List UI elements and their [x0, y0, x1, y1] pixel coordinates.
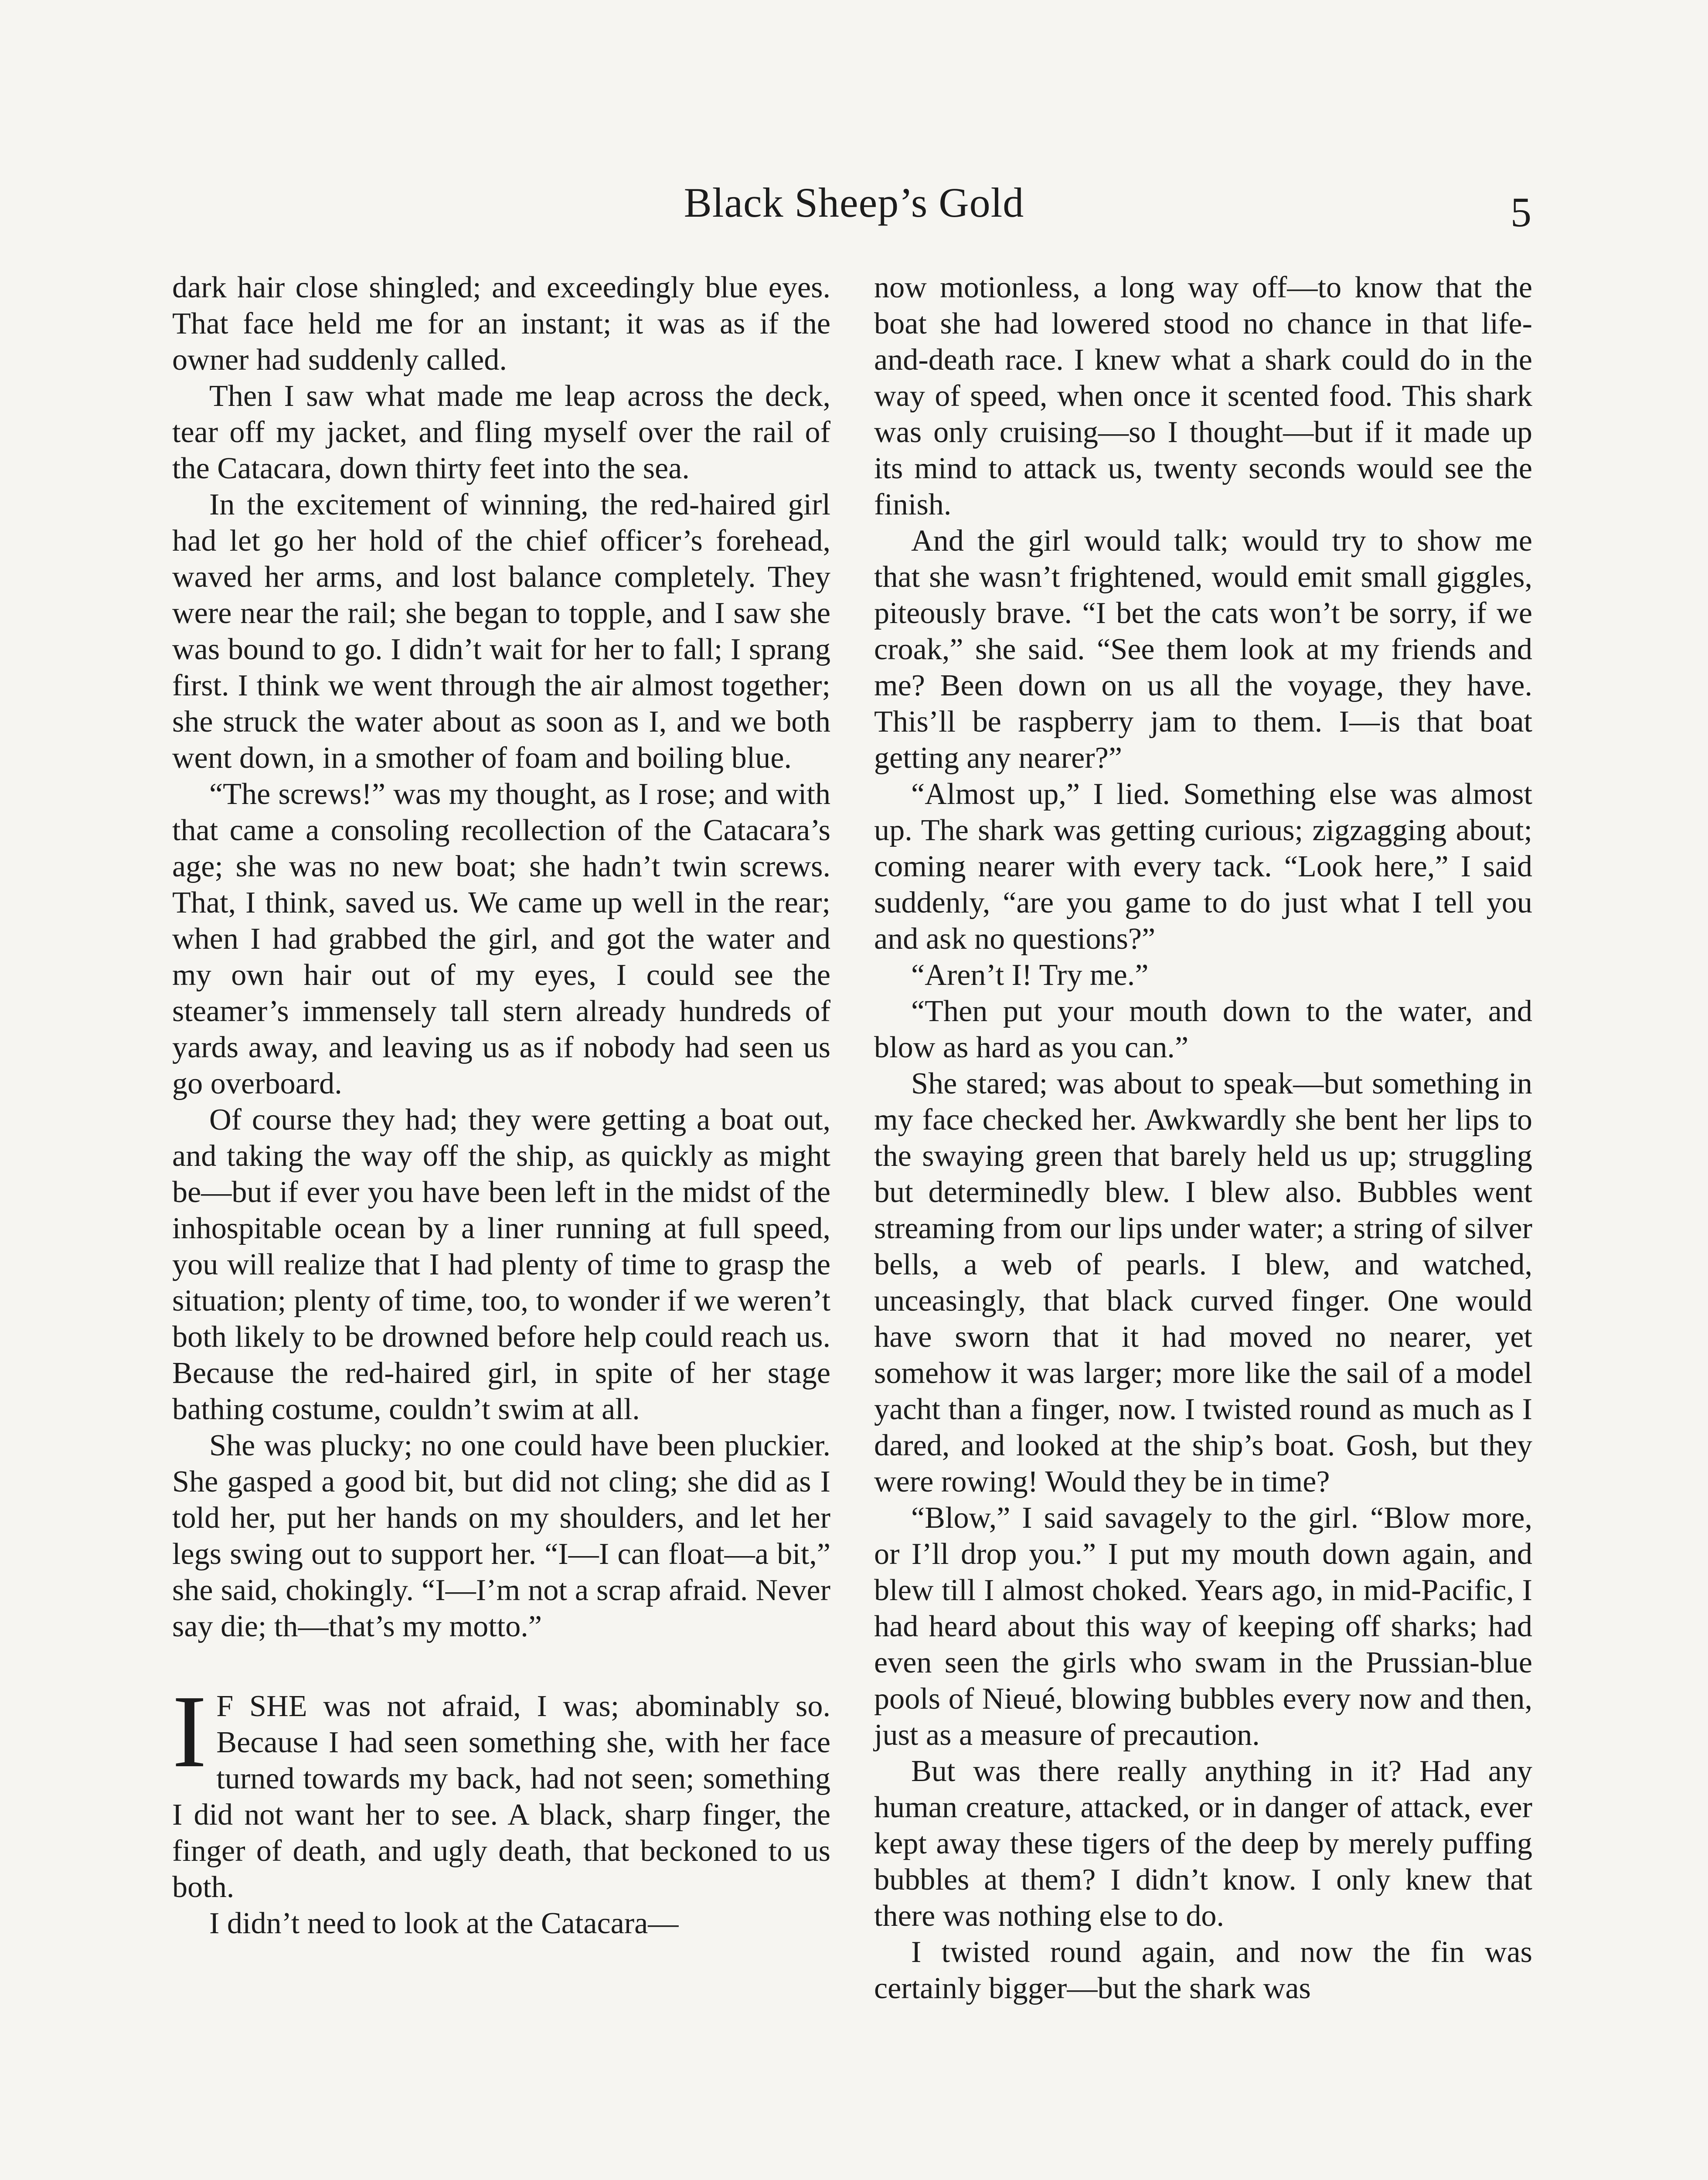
paragraph: “Blow,” I said savagely to the girl. “Blow more, or I’ll drop you.” I put my mouth down again, and blew till I almost choked. Years ago, in mid-Pacific, I had heard about this way of keeping off sharks; had even seen the girls who swam in the Prussian-blue pools of Nieué, blowing bubbles every now and then, just as a measure of precaution.: [874, 1501, 1532, 1752]
paragraph: “Then put your mouth down to the water, and blow as hard as you can.”: [874, 994, 1532, 1064]
paragraph: Of course they had; they were getting a boat out, and taking the way off the ship, as quickly as might be—but if ever you have been left in the midst of the inhospitable ocean by a liner running at full speed, you will realize that I had plenty of time to grasp the situation; plenty of time, too, to wonder if we weren’t both likely to be drowned before help could reach us. Because the red-haired girl, in spite of her stage bathing costume, couldn’t swim at all.: [172, 1103, 830, 1426]
paragraph: I didn’t need to look at the Catacara—: [209, 1906, 679, 1940]
paragraph: But was there really anything in it? Had any human creature, attacked, or in danger of attack, ever kept away these tigers of the deep by merely puffing bubbles at them? I didn’t know. I only knew that there was nothing else to do.: [874, 1754, 1532, 1933]
page-number: 5: [1511, 189, 1531, 235]
paragraph: “The screws!” was my thought, as I rose; and with that came a consoling recollection of the Catacara’s age; she was no new boat; she hadn’t twin screws. That, I think, saved us. We came up well in the rear; when I had grabbed the girl, and got the water and my own hair out of my eyes, I could see the steamer’s immensely tall stern already hundreds of yards away, and leaving us as if nobody had seen us go overboard.: [172, 777, 830, 1100]
paragraph: “Aren’t I! Try me.”: [911, 958, 1149, 992]
paragraph: In the excitement of winning, the red-haired girl had let go her hold of the chief officer’s forehead, waved her arms, and lost balance completely. They were near the rail; she began to topple, and I saw she was bound to go. I didn’t wait for her to fall; I sprang first. I think we went through the air almost together; she struck the water about as soon as I, and we both went down, in a smother of foam and boiling blue.: [172, 487, 830, 775]
paragraph: dark hair close shingled; and exceedingly blue eyes. That face held me for an instant; it was as if the owner had suddenly called.: [172, 270, 830, 377]
drop-cap: I: [172, 1674, 207, 1789]
paragraph: Then I saw what made me leap across the deck, tear off my jacket, and fling myself over the rail of the Catacara, down thirty feet into the sea.: [172, 379, 830, 485]
paragraph: “Almost up,” I lied. Something else was almost up. The shark was getting curious; zigzagging about; coming nearer with every tack. “Look here,” I said suddenly, “are you game to do just what I tell you and ask no questions?”: [874, 777, 1532, 956]
right-column: [874, 269, 1532, 2006]
paragraph: She stared; was about to speak—but something in my face checked her. Awkwardly she bent her lips to the swaying green that barely held us up; struggling but determinedly blew. I blew also. Bubbles went streaming from our lips under water; a string of silver bells, a web of pearls. I blew, and watched, unceasingly, that black curved finger. One would have sworn that it had moved no nearer, yet somehow it was larger; more like the sail of a model yacht than a finger, now. I twisted round as much as I dared, and looked at the ship’s boat. Gosh, but they were rowing! Would they be in time?: [874, 1066, 1532, 1499]
section-opening-paragraph: [172, 1674, 830, 1905]
paragraph: And the girl would talk; would try to show me that she wasn’t frightened, would emit small giggles, piteously brave. “I bet the cats won’t be sorry, if we croak,” she said. “See them look at my friends and me? Been down on us all the voyage, they have. This’ll be raspberry jam to them. I—is that boat getting any nearer?”: [874, 524, 1532, 775]
page-header: [0, 177, 1708, 233]
paragraph: She was plucky; no one could have been pluckier. She gasped a good bit, but did not cling; she did as I told her, put her hands on my shoulders, and let her legs swing out to support her. “I—I can float—a bit,” she said, chokingly. “I—I’m not a scrap afraid. Never say die; th—that’s my motto.”: [172, 1428, 830, 1643]
paragraph: I twisted round again, and now the fin was certainly bigger—but the shark was: [874, 1935, 1532, 2005]
left-column: [172, 269, 830, 1942]
paragraph-text: F SHE was not afraid, I was; abominably so. Because I had seen something she, with her face turned towards my back, had not seen; something I did not want her to see. A black, sharp finger, the finger of death, and ugly death, that beckoned to us both.: [172, 1689, 830, 1904]
paragraph: now motionless, a long way off—to know that the boat she had lowered stood no chance in that life-and-death race. I knew what a shark could do in the way of speed, when once it scented food. This shark was only cruising—so I thought—but if it made up its mind to attack us, twenty seconds would see the finish.: [874, 270, 1532, 521]
running-title: Black Sheep’s Gold: [684, 179, 1024, 226]
